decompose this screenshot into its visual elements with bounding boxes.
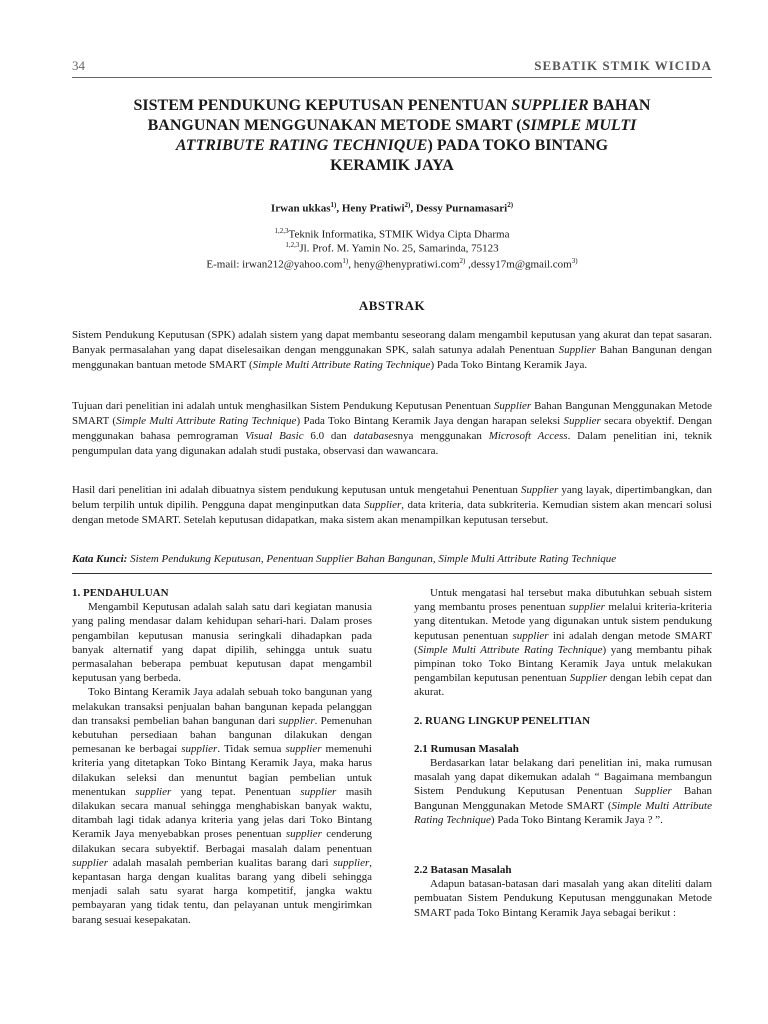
intro-paragraph-2: Toko Bintang Keramik Jaya adalah sebuah toko bangunan yang melakukan transaksi penjualan bahan bangunan kepada pelanggan dan transaksi pembelian bahan bangunan dari supplier. Pemenuhan kebutuhan persediaan bahan bangunan dilakukan dengan pemesanan ke berbagai supplier. Tidak semua supplier memenuhi kriteria yang ditetapkan Toko Bintang Keramik Jaya, maka harus dilakukan seleksi dan menuntut bagian pembelian untuk menentukan supplier yang tepat. Penentuan supplier masih dilakukan secara manual sehingga menghabiskan banyak waktu, ditambah lagi tidak adanya kriteria yang jelas dari Toko Bintang Keramik Jaya menyebabkan proses penentuan supplier cenderung dilakukan secara subyektif. Berbagai masalah dalam penentuan supplier adalah masalah pemberian kualitas barang dari supplier, kepantasan harga dengan kualitas barang yang dibeli sehingga menjadi salah satu syarat harga kompetitif, jangka waktu pembayaran yang tidak tentu, dan pelayanan untuk mengirimkan barang sesuai kesepakatan. bbox=[72, 686, 373, 926]
address-line: $^{1,2,3}$Jl. Prof. M. Yamin No. 25, Samarinda, 75123 bbox=[285, 241, 499, 255]
abstract-paragraph-3: Hasil dari penelitian ini adalah dibuatnya sistem pendukung keputusan untuk mengetahui Penentuan Supplier yang layak, dipertimbangkan, dan belum terpilih untuk dipilih. Pengguna dapat menginputkan data Supplier, data kriteria, data subkriteria. Kemudian sistem akan mencari solusi dengan metode SMART. Setelah keputusan didapatkan, maka sistem akan menampilkan keputusan tersebut. bbox=[72, 484, 712, 526]
section-heading-2: 2. RUANG LINGKUP PENELITIAN bbox=[414, 714, 591, 727]
scope-paragraph: Adapun batasan-batasan dari masalah yang akan diteliti dalam pembuatan Sistem Pendukung Keputusan menggunakan Metode SMART pada Toko Bintang Keramik Jaya sebagai berikut : bbox=[414, 878, 712, 919]
keywords: Kata Kunci: Sistem Pendukung Keputusan, Penentuan Supplier Bahan Bangunan, Simple Multi Attribute Rating Technique bbox=[72, 553, 617, 565]
abstract-paragraph-2: Tujuan dari penelitian ini adalah untuk menghasilkan Sistem Pendukung Keputusan Penentuan Supplier Bahan Bangunan Menggunakan Metode SMART (Simple Multi Attribute Rating Technique) Pada Toko Bintang Keramik Jaya dengan harapan seleksi Supplier secara obyektif. Dengan menggunakan bahasa pemrograman Visual Basic 6.0 dan databasesnya menggunakan Microsoft Access. Dalam penelitian ini, teknik pengumpulan data yang digunakan adalah studi pustaka, observasi dan wawancara. bbox=[72, 400, 713, 457]
right-column bbox=[414, 586, 712, 920]
abstract-heading: ABSTRAK bbox=[358, 298, 426, 313]
left-column bbox=[72, 586, 372, 927]
journal-name: SEBATIK STMIK WICIDA bbox=[534, 58, 712, 73]
header-rule bbox=[72, 77, 712, 78]
email-line: E-mail: irwan212@yahoo.com$^{1)}$, heny@henypratiwi.com$^{2)}$ ,dessy17m@gmail.com$^{3)}$ bbox=[206, 257, 578, 271]
subsection-heading-2-2: 2.2 Batasan Masalah bbox=[414, 864, 512, 877]
intro-paragraph-1: Mengambil Keputusan adalah salah satu dari kegiatan manusia yang paling mendasar dalam kehidupan sehari-hari. Dalam proses pengambilan keputusan manusia seringkali dihadapkan pada banyak alternatif yang dapat dipilih, sehingga untuk suatu permasalahan beberapa pembuat keputusan dapat mengambil keputusan yang berbeda. bbox=[72, 601, 372, 685]
abstract-paragraph-1: Sistem Pendukung Keputusan (SPK) adalah sistem yang dapat membantu seseorang dalam mengambil keputusan yang akurat dan tepat sasaran. Banyak permasalahan yang dapat diselesaikan dengan menggunakan SPK, salah satunya adalah Penentuan Supplier Bahan Bangunan dengan menggunakan bantuan metode SMART (Simple Multi Attribute Rating Technique) Pada Toko Bintang Keramik Jaya. bbox=[72, 329, 713, 371]
running-header bbox=[72, 58, 712, 76]
author-list: Irwan ukkas$^{1)}$, Heny Pratiwi$^{2)}$, Dessy Purnamasari$^{2)}$ bbox=[270, 201, 514, 215]
paper-page bbox=[72, 0, 712, 1024]
problem-paragraph: Berdasarkan latar belakang dari penelitian ini, maka rumusan masalah yang dapat dikemukan adalah “ Bagaimana membangun Sistem Pendukung Keputusan Penentuan Supplier Bahan Bangunan Menggunakan Metode SMART (Simple Multi Attribute Rating Technique) Pada Toko Bintang Keramik Jaya ? ”. bbox=[414, 757, 712, 826]
page-number: 34 bbox=[72, 58, 85, 73]
paper-title: SISTEM PENDUKUNG KEPUTUSAN PENENTUAN SUPPLIER BAHAN BANGUNAN MENGGUNAKAN METODE SMART (SIMPLE MULTI ATTRIBUTE RATING TECHNIQUE) PADA TOKO BINTANG KERAMIK JAYA bbox=[133, 97, 651, 174]
subsection-heading-2-1: 2.1 Rumusan Masalah bbox=[414, 742, 519, 755]
abstract-rule bbox=[72, 573, 712, 574]
intro-paragraph-3: Untuk mengatasi hal tersebut maka dibutuhkan sebuah sistem yang membantu proses penentuan supplier melalui kriteria-kriteria yang ditentukan. Metode yang digunakan untuk sistem pendukung keputusan penentuan supplier ini adalah dengan metode SMART (Simple Multi Attribute Rating Technique) yang membantu pihak pimpinan toko Toko Bintang Keramik Jaya untuk melakukan pengambilan keputusan penentuan Supplier dengan lebih cepat dan akurat. bbox=[414, 587, 712, 699]
section-heading-1: 1. PENDAHULUAN bbox=[72, 587, 169, 599]
affiliation-line: $^{1,2,3}$Teknik Informatika, STMIK Widya Cipta Dharma bbox=[274, 227, 510, 241]
